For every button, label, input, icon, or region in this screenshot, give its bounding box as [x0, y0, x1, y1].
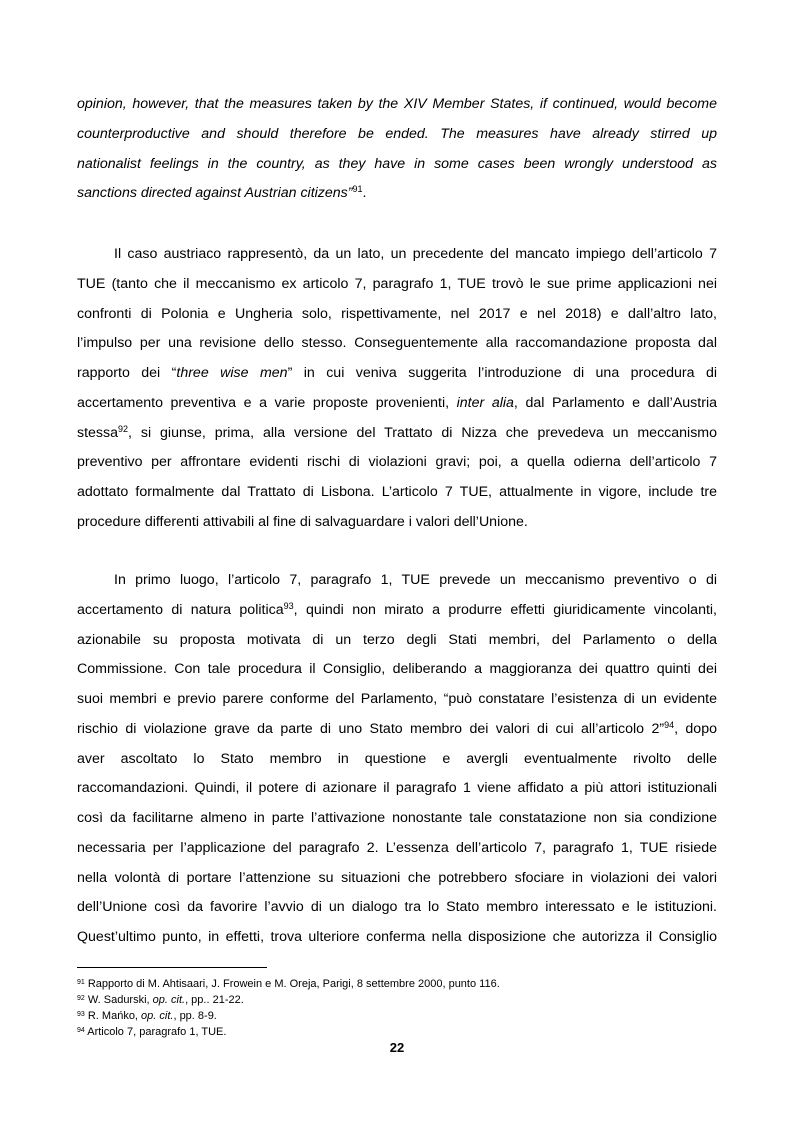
text-line: confronti di Polonia e Ungheria solo, rispettivamente, nel 2017 e nel 2018) e dall’altro lato, — [77, 305, 717, 322]
text-line: nella volontà di portare l’attenzione su situazioni che potrebbero sfociare in violazioni dei valori — [77, 869, 717, 886]
quote-line: opinion, however, that the measures taken by the XIV Member States, if continued, would become — [77, 96, 717, 112]
text-line: Il caso austriaco rappresentò, da un lato, un precedente del mancato impiego dell’articolo 7 — [114, 246, 717, 262]
text-line: raccomandazioni. Quindi, il potere di azionare il paragrafo 1 viene affidato a più attori istituzionali — [77, 780, 717, 797]
footnote-92: $^{92}$ W. Sadurski, op. cit., pp.. 21-22. — [77, 994, 244, 1006]
paragraph-2 — [77, 566, 717, 953]
text-line: stessa$^{92}$, si giunse, prima, alla versione del Trattato di Nizza che prevedeva un meccanismo — [77, 423, 717, 441]
footnote-ref-91[interactable]: 91 — [352, 184, 363, 195]
text-line: aver ascoltato lo Stato membro in questione e avergli eventualmente rivolto delle — [77, 750, 717, 767]
quote-line: sanctions directed against Austrian citizens”$^{91}$. — [77, 184, 367, 202]
text-line: suoi membri e previo parere conforme del Parlamento, “può constatare l’esistenza di un evidente — [77, 691, 717, 707]
quote-line: nationalist feelings in the country, as they have in some cases been wrongly understood as — [77, 155, 717, 172]
text-line: così da facilitarne almeno in parte l’attivazione nonostante tale constatazione non sia condizione — [77, 810, 717, 826]
footnote-ref-94[interactable]: 94 — [664, 719, 675, 730]
footnote-93: $^{93}$ R. Mańko, op. cit., pp. 8-9. — [77, 1010, 217, 1022]
footnote-ref-93[interactable]: 93 — [283, 600, 294, 611]
footnote-94: $^{94}$ Articolo 7, paragrafo 1, TUE. — [77, 1026, 227, 1038]
footnote-separator — [77, 967, 267, 968]
text-line: l’impulso per una revisione dello stesso. Conseguentemente alla raccomandazione proposta dal — [77, 335, 717, 352]
text-line: accertamento di natura politica$^{93}$, quindi non mirato a produrre effetti giuridicamente vincolanti, — [77, 600, 718, 618]
text-line: dell’Unione così da favorire l’avvio di un dialogo tra lo Stato membro interessato e le istituzioni. — [77, 899, 717, 916]
paragraph-1 — [77, 240, 717, 538]
text-line: rischio di violazione grave da parte di uno Stato membro dei valori di cui all’articolo 2”$^{94}$, dopo — [77, 719, 717, 737]
text-line: Quest’ultimo punto, in effetti, trova ulteriore conferma nella disposizione che autorizza il Consiglio — [77, 929, 717, 945]
text-line: Commissione. Con tale procedura il Consiglio, deliberando a maggioranza dei quattro quinti dei — [77, 661, 717, 678]
text-line: preventivo per affrontare evidenti rischi di violazioni gravi; poi, a quella odierna dell’articolo 7 — [77, 454, 717, 471]
text-line: procedure differenti attivabili al fine di salvaguardare i valori dell’Unione. — [77, 513, 528, 530]
page-number: 22 — [389, 1040, 405, 1055]
text-line: adottato formalmente dal Trattato di Lisbona. L’articolo 7 TUE, attualmente in vigore, include tre — [77, 484, 717, 500]
quote-block — [77, 90, 717, 209]
footnote-ref-92[interactable]: 92 — [118, 423, 129, 434]
text-line: necessaria per l’applicazione del paragrafo 2. L’essenza dell’articolo 7, paragrafo 1, TUE risiede — [77, 839, 717, 856]
text-line: TUE (tanto che il meccanismo ex articolo 7, paragrafo 1, TUE trovò le sue prime applicazioni nei — [77, 275, 717, 292]
quote-line: counterproductive and should therefore be ended. The measures have already stirred up — [77, 125, 717, 142]
text-line: azionabile su proposta motivata di un terzo degli Stati membri, del Parlamento o della — [77, 631, 717, 648]
footnote-91: $^{91}$ Rapporto di M. Ahtisaari, J. Frowein e M. Oreja, Parigi, 8 settembre 2000, punto 116. — [77, 978, 500, 990]
text-line: In primo luogo, l’articolo 7, paragrafo 1, TUE prevede un meccanismo preventivo o di — [114, 572, 717, 588]
text-line: accertamento preventiva e a varie proposte provenienti, inter alia, dal Parlamento e dall’Austria — [77, 394, 717, 411]
text-line: rapporto dei “three wise men” in cui veniva suggerita l’introduzione di una procedura di — [77, 365, 718, 381]
